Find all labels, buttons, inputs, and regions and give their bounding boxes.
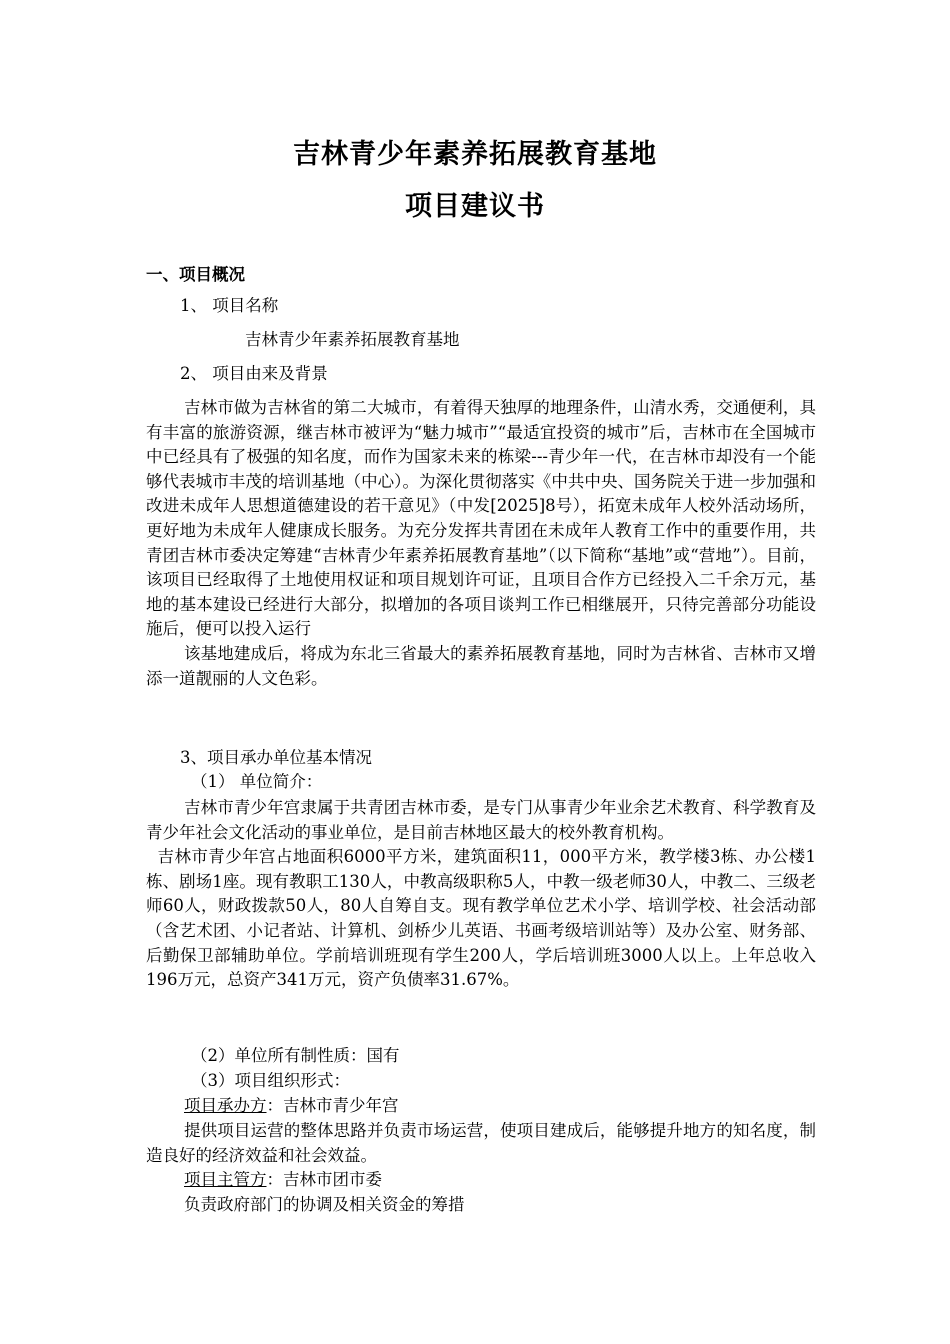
document-subtitle: 项目建议书: [405, 191, 545, 222]
unit-intro-label: （1） 单位简介：: [191, 772, 323, 791]
background-paragraph-1: 吉林市做为吉林省的第二大城市，有着得天独厚的地理条件，山清水秀，交通便利，具有丰富的旅游资源，继吉林市被评为“魅力城市”“最适宜投资的城市”后，吉林市在全国城市中已经具有了极强的知名度，而作为国家未来的栋梁---青少年一代，在吉林市却没有一个能够代表城市丰茂的培训基地（中心）。为深化贯彻落实《中共中央、国务院关于进一步加强和改进未成年人思想道德建设的若干意见》（中发[2025]8号），拓宽未成年人校外活动场所，更好地为未成年人健康成长服务。为充分发挥共青团在未成年人教育工作中的重要作用，共青团吉林市委决定筹建“吉林青少年素养拓展教育基地”（以下简称“基地”或“营地”）。目前，该项目已经取得了土地使用权证和项目规划许可证，且项目合作方已经投入二千余万元，基地的基本建设已经进行大部分，拟增加的各项目谈判工作已相继展开，只待完善部分功能设施后，便可以投入运行: [146, 398, 816, 639]
item1-label: 1、 项目名称: [180, 296, 279, 315]
organizer-value: ：吉林市青少年宫: [266, 1096, 399, 1115]
organization-form-label: （3）项目组织形式：: [191, 1071, 350, 1090]
project-name-value: 吉林青少年素养拓展教育基地: [245, 330, 460, 349]
supervisor-value: ：吉林市团市委: [266, 1170, 382, 1189]
supervisor-description: 负责政府部门的协调及相关资金的筹措: [184, 1195, 465, 1214]
organizer-line: [184, 1094, 399, 1118]
ownership-line: （2）单位所有制性质：国有: [191, 1046, 400, 1065]
section-heading: 一、项目概况: [146, 265, 245, 284]
document-title: 吉林青少年素养拓展教育基地: [293, 139, 657, 170]
unit-intro-paragraph-2: 吉林市青少年宫占地面积6000平方米，建筑面积11，000平方米，教学楼3栋、办公楼1栋、剧场1座。现有教职工130人，中教高级职称5人，中教一级老师30人，中教二、三级老师60人，财政拨款50人，80人自筹自支。现有教学单位艺术小学、培训学校、社会活动部（含艺术团、小记者站、计算机、剑桥少儿英语、书画考级培训站等）及办公室、财务部、后勤保卫部辅助单位。学前培训班现有学生200人，学后培训班3000人以上。上年总收入196万元，总资产341万元，资产负债率31.67%。: [146, 847, 816, 990]
organizer-label: 项目承办方: [184, 1096, 267, 1115]
organizer-description-block: [146, 1119, 816, 1168]
unit-intro-paragraph-1: 吉林市青少年宫隶属于共青团吉林市委，是专门从事青少年业余艺术教育、科学教育及青少年社会文化活动的事业单位，是目前吉林地区最大的校外教育机构。: [146, 798, 816, 842]
supervisor-label: 项目主管方: [184, 1170, 267, 1189]
unit-intro-section: [146, 796, 816, 993]
organizer-description: 提供项目运营的整体思路并负责市场运营，使项目建成后，能够提升地方的知名度，制造良好的经济效益和社会效益。: [146, 1121, 816, 1165]
background-section: [146, 396, 816, 691]
item2-label: 2、 项目由来及背景: [180, 364, 328, 383]
item3-label: 3、项目承办单位基本情况: [180, 748, 372, 767]
background-paragraph-2: 该基地建成后，将成为东北三省最大的素养拓展教育基地，同时为吉林省、吉林市又增添一道靓丽的人文色彩。: [146, 643, 816, 688]
supervisor-line: [184, 1168, 382, 1192]
